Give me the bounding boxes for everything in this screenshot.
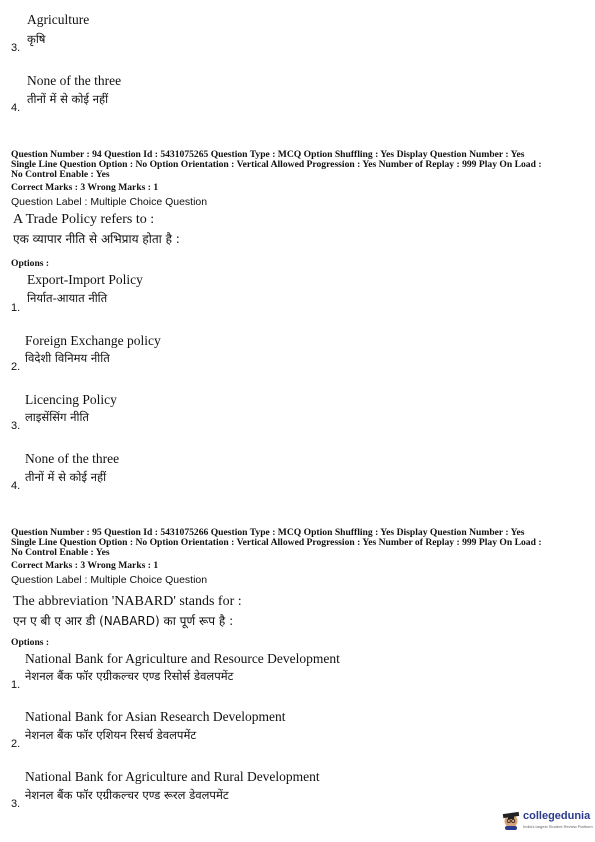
- logo-tagline: India's largest Student Review Platform: [523, 824, 593, 829]
- q94-question-label: Question Label : Multiple Choice Question: [11, 196, 208, 208]
- q94-option-1-en: Export-Import Policy: [27, 272, 143, 287]
- q95-option-3-en: National Bank for Agriculture and Rural Development: [25, 769, 320, 784]
- q94-option-2-en: Foreign Exchange policy: [25, 333, 161, 348]
- q95-option-2-number[interactable]: 2.: [11, 738, 21, 750]
- collegedunia-logo: [500, 806, 592, 834]
- q94-option-1-number[interactable]: 1.: [11, 302, 21, 314]
- prev-option-4-hi: तीनों में से कोई नहीं: [27, 92, 109, 106]
- q94-question-text-hi: एक व्यापार नीति से अभिप्राय होता है :: [13, 232, 180, 246]
- q95-option-1-hi: नेशनल बैंक फॉर एग्रीकल्चर एण्ड रिसोर्स डेवलपमेंट: [25, 669, 234, 683]
- q95-option-1-en: National Bank for Agriculture and Resource Development: [25, 651, 340, 666]
- q95-meta-line-3: No Control Enable : Yes: [11, 547, 110, 558]
- q95-option-1-number[interactable]: 1.: [11, 679, 21, 691]
- q94-option-2-hi: विदेशी विनिमय नीति: [25, 351, 110, 365]
- prev-option-4-number: 4.: [11, 102, 21, 114]
- q94-meta-line-1: Question Number : 94 Question Id : 5431075265 Question Type : MCQ Option Shuffling : Yes Display Question Number : Yes: [11, 149, 525, 160]
- logo-name: collegedunia: [523, 810, 591, 822]
- q95-marks: Correct Marks : 3 Wrong Marks : 1: [11, 560, 159, 571]
- q94-option-1-hi: निर्यात-आयात नीति: [27, 291, 108, 305]
- prev-option-3-number: 3.: [11, 42, 21, 54]
- q94-meta-line-2: Single Line Question Option : No Option Orientation : Vertical Allowed Progression : Yes Number of Replay : 999 Play On Load :: [11, 159, 542, 170]
- q95-options-heading: Options :: [11, 637, 50, 648]
- q95-option-2-en: National Bank for Asian Research Development: [25, 709, 286, 724]
- q94-option-4-hi: तीनों में से कोई नहीं: [25, 470, 107, 484]
- q94-option-3-hi: लाइसेंसिंग नीति: [25, 410, 89, 424]
- prev-option-3-en: Agriculture: [27, 12, 90, 27]
- q94-meta-line-3: No Control Enable : Yes: [11, 169, 110, 180]
- q95-meta-line-1: Question Number : 95 Question Id : 5431075266 Question Type : MCQ Option Shuffling : Yes Display Question Number : Yes: [11, 527, 525, 538]
- q94-option-3-en: Licencing Policy: [25, 392, 117, 407]
- q95-meta-line-2: Single Line Question Option : No Option Orientation : Vertical Allowed Progression : Yes Number of Replay : 999 Play On Load :: [11, 537, 542, 548]
- q94-option-3-number[interactable]: 3.: [11, 420, 21, 432]
- q95-question-text-hi: एन ए बी ए आर डी (NABARD) का पूर्ण रूप है :: [13, 614, 234, 628]
- prev-option-3-hi: कृषि: [27, 32, 46, 46]
- q94-question-text-en: A Trade Policy refers to :: [13, 212, 155, 227]
- q94-option-2-number[interactable]: 2.: [11, 361, 21, 373]
- q95-question-label: Question Label : Multiple Choice Question: [11, 574, 208, 586]
- q95-option-2-hi: नेशनल बैंक फॉर एशियन रिसर्च डेवलपमेंट: [25, 728, 197, 742]
- graduate-icon: [500, 808, 522, 830]
- q94-marks: Correct Marks : 3 Wrong Marks : 1: [11, 182, 159, 193]
- q94-option-4-en: None of the three: [25, 451, 120, 466]
- q94-options-heading: Options :: [11, 258, 50, 269]
- prev-option-4-en: None of the three: [27, 73, 122, 88]
- q95-option-3-number[interactable]: 3.: [11, 798, 21, 810]
- q94-option-4-number[interactable]: 4.: [11, 480, 21, 492]
- q95-question-text-en: The abbreviation 'NABARD' stands for :: [13, 594, 242, 609]
- q95-option-3-hi: नेशनल बैंक फॉर एग्रीकल्चर एण्ड रूरल डेवलपमेंट: [25, 788, 229, 802]
